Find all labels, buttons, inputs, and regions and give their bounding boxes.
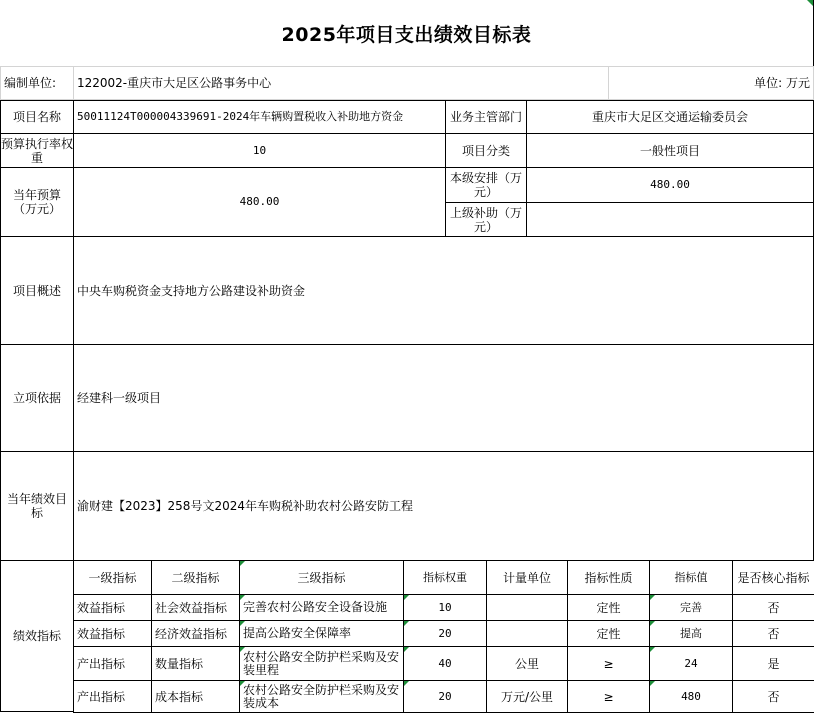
indicator-row-2-nature: 定性 — [567, 620, 650, 647]
goal-label: 当年绩效目标 — [0, 451, 74, 561]
indicator-row-1-unit — [486, 594, 568, 621]
indicator-header-level2: 二级指标 — [151, 560, 240, 595]
indicator-row-3-target-value: 24 — [649, 646, 733, 681]
indicator-row-2-weight: 20 — [403, 620, 487, 647]
basis-label: 立项依据 — [0, 344, 74, 452]
category-value: 一般性项目 — [526, 133, 814, 168]
org-label: 编制单位: — [0, 66, 74, 100]
indicator-row-4-is-core: 否 — [732, 680, 814, 713]
sheet-title-row — [0, 0, 814, 66]
sheet-title: 2025年项目支出绩效目标表 — [281, 23, 532, 46]
indicator-row-4-level2: 成本指标 — [151, 680, 240, 713]
indicator-row-4-level1: 产出指标 — [73, 680, 152, 713]
indicator-header-target-value: 指标值 — [649, 560, 733, 595]
dept-value: 重庆市大足区交通运输委员会 — [526, 100, 814, 134]
dept-label: 业务主管部门 — [445, 100, 527, 134]
indicator-row-4-level3: 农村公路安全防护栏采购及安装成本 — [239, 680, 404, 713]
indicator-header-nature: 指标性质 — [567, 560, 650, 595]
indicator-row-2-level2: 经济效益指标 — [151, 620, 240, 647]
indicator-row-1-level3: 完善农村公路安全设备设施 — [239, 594, 404, 621]
indicators-label: 绩效指标 — [0, 560, 74, 712]
org-value: 122002-重庆市大足区公路事务中心 — [73, 66, 609, 100]
weight-label: 预算执行率权重 — [0, 133, 74, 168]
indicator-row-3-level3: 农村公路安全防护栏采购及安装里程 — [239, 646, 404, 681]
indicator-row-3-nature: ≥ — [567, 646, 650, 681]
indicator-row-1-target-value: 完善 — [649, 594, 733, 621]
indicator-row-3-is-core: 是 — [732, 646, 814, 681]
indicator-row-1-level2: 社会效益指标 — [151, 594, 240, 621]
project-name-value: 50011124T000004339691-2024年车辆购置税收入补助地方资金 — [73, 100, 446, 134]
project-name-label: 项目名称 — [0, 100, 74, 134]
indicator-row-2-is-core: 否 — [732, 620, 814, 647]
indicator-header-weight: 指标权重 — [403, 560, 487, 595]
indicator-header-level3: 三级指标 — [239, 560, 404, 595]
category-label: 项目分类 — [445, 133, 527, 168]
weight-value: 10 — [73, 133, 446, 168]
upper-subsidy-value — [526, 202, 814, 237]
indicator-row-2-level3: 提高公路安全保障率 — [239, 620, 404, 647]
local-budget-value: 480.00 — [526, 167, 814, 203]
indicator-row-1-nature: 定性 — [567, 594, 650, 621]
indicator-row-3-weight: 40 — [403, 646, 487, 681]
budget-value: 480.00 — [73, 167, 446, 237]
basis-value: 经建科一级项目 — [73, 344, 814, 452]
indicator-row-4-nature: ≥ — [567, 680, 650, 713]
local-budget-label: 本级安排（万元） — [445, 167, 527, 203]
goal-value: 渝财建【2023】258号文2024年车购税补助农村公路安防工程 — [73, 451, 814, 561]
indicator-row-1-level1: 效益指标 — [73, 594, 152, 621]
indicator-row-4-target-value: 480 — [649, 680, 733, 713]
indicator-header-unit: 计量单位 — [486, 560, 568, 595]
indicator-header-level1: 一级指标 — [73, 560, 152, 595]
indicator-row-1-weight: 10 — [403, 594, 487, 621]
budget-label: 当年预算（万元） — [0, 167, 74, 237]
indicator-row-2-unit — [486, 620, 568, 647]
cell-corner-marker-icon — [807, 0, 813, 6]
upper-subsidy-label: 上级补助（万元） — [445, 202, 527, 237]
indicator-header-is-core: 是否核心指标 — [732, 560, 814, 595]
indicator-row-2-level1: 效益指标 — [73, 620, 152, 647]
unit-label: 单位: 万元 — [608, 66, 814, 100]
indicator-row-1-is-core: 否 — [732, 594, 814, 621]
indicator-row-3-level1: 产出指标 — [73, 646, 152, 681]
indicator-row-3-unit: 公里 — [486, 646, 568, 681]
overview-value: 中央车购税资金支持地方公路建设补助资金 — [73, 236, 814, 345]
indicator-row-2-target-value: 提高 — [649, 620, 733, 647]
indicator-row-4-unit: 万元/公里 — [486, 680, 568, 713]
indicator-row-3-level2: 数量指标 — [151, 646, 240, 681]
indicator-row-4-weight: 20 — [403, 680, 487, 713]
overview-label: 项目概述 — [0, 236, 74, 345]
